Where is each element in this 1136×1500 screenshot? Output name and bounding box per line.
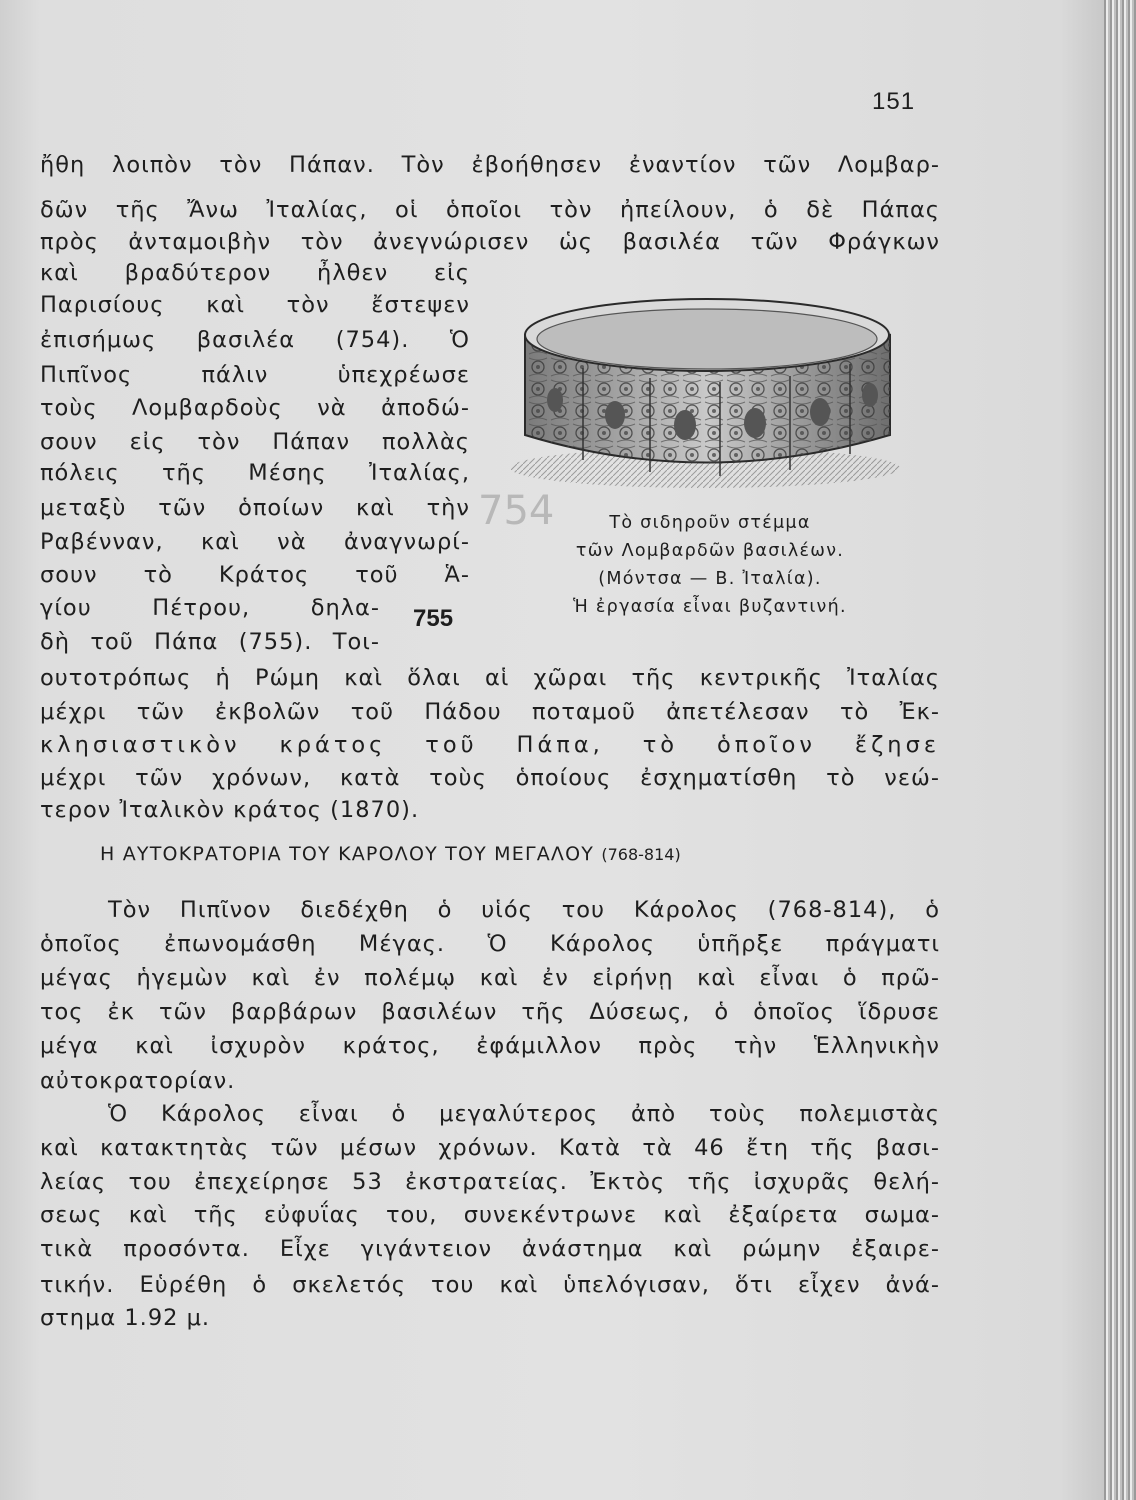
text-line: πρὸς ἀνταμοιβὴν τὸν ἀνεγνώρισεν ὡς βασιλέα τῶν Φράγκων — [40, 229, 940, 255]
text-line: δὴ τοῦ Πάπα (755). Τοι- — [40, 629, 380, 655]
text-line: μέγας ἡγεμὼν καὶ ἐν πολέμῳ καὶ ἐν εἰρήνῃ καὶ εἶναι ὁ πρῶ- — [40, 965, 940, 991]
text-line: σεως καὶ τῆς εὐφυΐας του, συνεκέντρωνε καὶ ἐξαίρετα σωμα- — [40, 1202, 940, 1228]
figure-caption-line: (Μόντσα — Β. Ἰταλία). — [598, 569, 822, 589]
text-line: Παρισίους καὶ τὸν ἔστεψεν — [40, 292, 470, 318]
text-line: τοὺς Λομβαρδοὺς νὰ ἀποδώ- — [40, 395, 470, 421]
book-page-edges — [1104, 0, 1136, 1500]
text-line: ουτοτρόπως ἡ Ρώμη καὶ ὅλαι αἱ χῶραι τῆς κεντρικῆς Ἰταλίας — [40, 665, 940, 691]
crown-interior — [537, 309, 877, 369]
text-line: σουν τὸ Κράτος τοῦ Ἁ- — [40, 562, 470, 588]
figure-caption-line: Ἡ ἐργασία εἶναι βυζαντινή. — [573, 597, 847, 617]
text-line: Ραβένναν, καὶ νὰ ἀναγνωρί- — [40, 529, 470, 555]
text-line: μεταξὺ τῶν ὁποίων καὶ τὴν — [40, 495, 470, 521]
text-line: ἤθη λοιπὸν τὸν Πάπαν. Τὸν ἐβοήθησεν ἐναντίον τῶν Λομβαρ- — [40, 152, 940, 178]
text-line: καὶ κατακτητὰς τῶν μέσων χρόνων. Κατὰ τὰ 46 ἔτη τῆς βασι- — [40, 1135, 940, 1161]
text-line: ὁποῖος ἐπωνομάσθη Μέγας. Ὁ Κάρολος ὑπῆρξε πράγματι — [40, 931, 940, 957]
text-line: Ὁ Κάρολος εἶναι ὁ μεγαλύτερος ἀπὸ τοὺς πολεμιστὰς — [108, 1101, 940, 1127]
section-heading-years: (768-814) — [601, 845, 681, 864]
text-line: Πιπῖνος πάλιν ὑπεχρέωσε — [40, 362, 470, 388]
text-line: γίου Πέτρου, δηλα- — [40, 595, 380, 621]
text-line: τικήν. Εὑρέθη ὁ σκελετός του καὶ ὑπελόγισαν, ὅτι εἶχεν ἀνά- — [40, 1272, 940, 1298]
text-line: λείας του ἐπεχείρησε 53 ἐκστρατείας. Ἐκτὸς τῆς ἰσχυρᾶς θελή- — [40, 1169, 940, 1195]
margin-year-number: 755 — [413, 605, 454, 632]
figure-caption-line: Τὸ σιδηροῦν στέμμα — [609, 513, 811, 533]
pencil-annotation: 754 — [478, 488, 555, 534]
text-line: στημα 1.92 μ. — [40, 1305, 211, 1331]
text-line: κλησιαστικὸν κράτος τοῦ Πάπα, τὸ ὁποῖον ἔζησε — [40, 732, 940, 758]
text-line: καὶ βραδύτερον ἦλθεν εἰς — [40, 260, 470, 286]
text-line: αὐτοκρατορίαν. — [40, 1068, 236, 1094]
text-line: τικὰ προσόντα. Εἶχε γιγάντειον ἀνάστημα καὶ ρώμην ἐξαιρε- — [40, 1236, 940, 1262]
text-line: σουν εἰς τὸν Πάπαν πολλὰς — [40, 429, 470, 455]
text-line: μέχρι τῶν χρόνων, κατὰ τοὺς ὁποίους ἐσχηματίσθη τὸ νεώ- — [40, 765, 940, 791]
text-line: πόλεις τῆς Μέσης Ἰταλίας, — [40, 460, 470, 486]
figure-caption-line: τῶν Λομβαρδῶν βασιλέων. — [575, 541, 845, 561]
section-heading-text: Η ΑΥΤΟΚΡΑΤΟΡΙΑ ΤΟΥ ΚΑΡΟΛΟΥ ΤΟΥ ΜΕΓΑΛΟΥ — [100, 843, 595, 865]
text-line: Τὸν Πιπῖνον διεδέχθη ὁ υἱός του Κάρολος (768-814), ὁ — [108, 897, 940, 923]
iron-crown-illustration — [505, 290, 910, 495]
text-line: τερον Ἰταλικὸν κράτος (1870). — [40, 797, 420, 823]
text-line: τος ἐκ τῶν βαρβάρων βασιλέων τῆς Δύσεως, ὁ ὁποῖος ἵδρυσε — [40, 999, 940, 1025]
text-line: ἐπισήμως βασιλέα (754). Ὁ — [40, 327, 470, 353]
page-number: 151 — [872, 88, 916, 115]
text-line: μέγα καὶ ἰσχυρὸν κράτος, ἐφάμιλλον πρὸς τὴν Ἑλληνικὴν — [40, 1033, 940, 1059]
text-line: μέχρι τῶν ἐκβολῶν τοῦ Πάδου ποταμοῦ ἀπετέλεσαν τὸ Ἐκ- — [40, 699, 940, 725]
section-heading — [100, 843, 900, 865]
text-line: δῶν τῆς Ἄνω Ἰταλίας, οἱ ὁποῖοι τὸν ἠπείλουν, ὁ δὲ Πάπας — [40, 197, 940, 223]
